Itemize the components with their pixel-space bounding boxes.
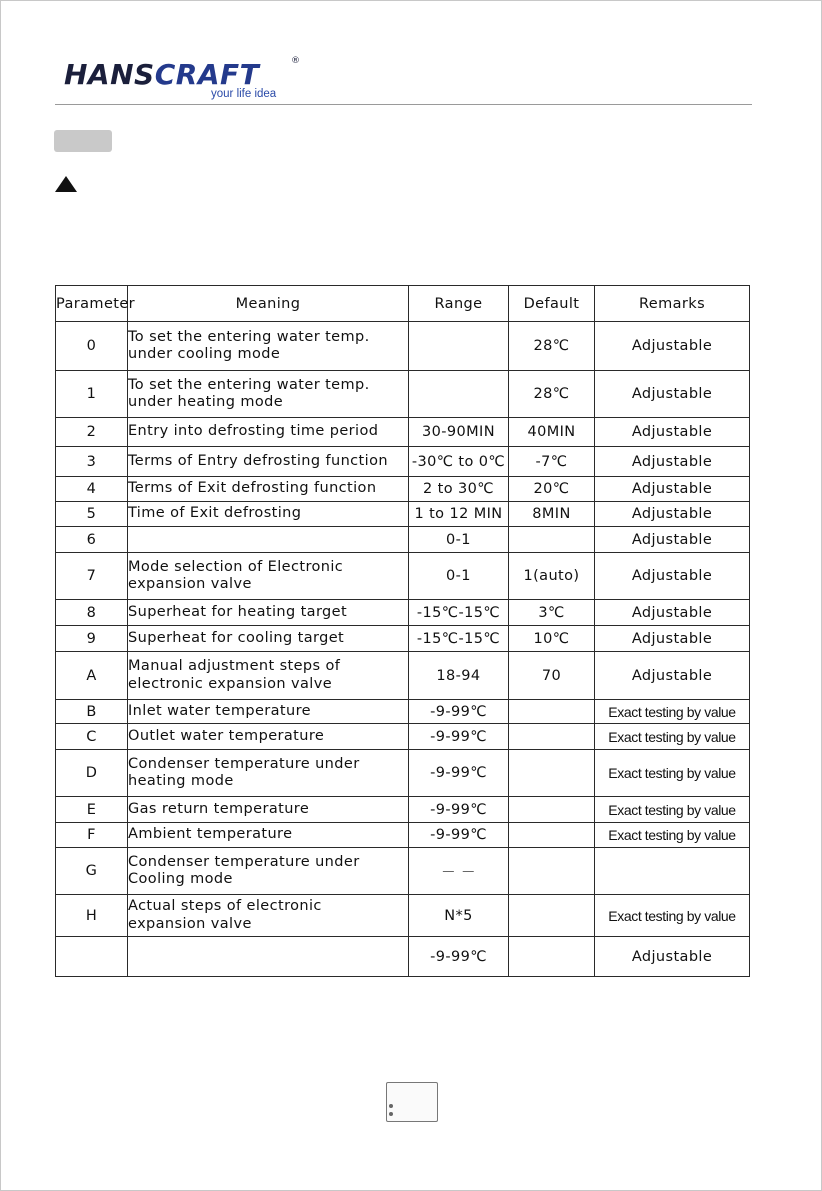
- cell-default: [509, 823, 595, 848]
- parameter-table-body: [56, 322, 750, 977]
- cell-parameter: F: [56, 823, 128, 848]
- cell-default: 28℃: [509, 371, 595, 418]
- meaning-line: expansion valve: [128, 576, 252, 592]
- heat-pump-unit-icon: [386, 1082, 438, 1122]
- cell-parameter: C: [56, 724, 128, 750]
- cell-remarks: Adjustable: [595, 322, 750, 371]
- meaning-line: Terms of Entry defrosting function: [128, 452, 388, 469]
- cell-parameter: 4: [56, 477, 128, 502]
- meaning-line: Manual adjustment steps of: [128, 658, 341, 674]
- cell-range: -15℃-15℃: [409, 626, 509, 652]
- logo-tagline: your life idea: [211, 88, 277, 100]
- cell-remarks: Adjustable: [595, 502, 750, 527]
- cell-remarks: Adjustable: [595, 418, 750, 447]
- meaning-line: Time of Exit defrosting: [128, 505, 302, 522]
- cell-meaning: [128, 447, 409, 477]
- cell-meaning: [128, 553, 409, 600]
- meaning-line: expansion valve: [128, 915, 252, 932]
- meaning-line: To set the entering water temp.: [128, 328, 370, 345]
- cell-meaning: [128, 750, 409, 797]
- table-row: [56, 553, 750, 600]
- cell-meaning: [128, 895, 409, 937]
- cell-parameter: D: [56, 750, 128, 797]
- cell-meaning: [128, 418, 409, 447]
- cell-remarks: [595, 848, 750, 895]
- cell-range: N*5: [409, 895, 509, 937]
- cell-remarks: Exact testing by value: [595, 823, 750, 848]
- cell-parameter: 2: [56, 418, 128, 447]
- cell-parameter: 5: [56, 502, 128, 527]
- cell-remarks: Adjustable: [595, 626, 750, 652]
- cell-range: 18-94: [409, 652, 509, 700]
- cell-meaning: [128, 937, 409, 977]
- table-row: [56, 502, 750, 527]
- parameter-table: [55, 285, 750, 977]
- cell-parameter: 9: [56, 626, 128, 652]
- cell-parameter: E: [56, 797, 128, 823]
- cell-range: -9-99℃: [409, 724, 509, 750]
- header-divider: [55, 104, 752, 105]
- section-tab: [54, 130, 112, 152]
- meaning-line: electronic expansion valve: [128, 675, 333, 692]
- table-row: [56, 626, 750, 652]
- cell-parameter: A: [56, 652, 128, 700]
- cell-default: 1(auto): [509, 553, 595, 600]
- cell-range: [409, 322, 509, 371]
- cell-default: [509, 724, 595, 750]
- cell-range: 0-1: [409, 527, 509, 553]
- table-row: [56, 823, 750, 848]
- meaning-line: Superheat for heating target: [128, 603, 348, 620]
- cell-parameter: G: [56, 848, 128, 895]
- cell-default: 40MIN: [509, 418, 595, 447]
- cell-remarks: Adjustable: [595, 447, 750, 477]
- cell-meaning: [128, 626, 409, 652]
- cell-remarks: Exact testing by value: [595, 724, 750, 750]
- cell-range: -30℃ to 0℃: [409, 447, 509, 477]
- cell-range: -9-99℃: [409, 823, 509, 848]
- table-row: [56, 750, 750, 797]
- table-row: [56, 652, 750, 700]
- header-meaning: Meaning: [128, 286, 409, 322]
- meaning-line: heating mode: [128, 773, 234, 789]
- header-default: Default: [509, 286, 595, 322]
- cell-meaning: [128, 652, 409, 700]
- cell-remarks: Adjustable: [595, 600, 750, 626]
- cell-remarks: Adjustable: [595, 477, 750, 502]
- meaning-line: Condenser temperature under: [128, 755, 360, 772]
- table-row: [56, 797, 750, 823]
- cell-range: -9-99℃: [409, 750, 509, 797]
- meaning-line: Cooling mode: [128, 871, 233, 887]
- cell-default: 8MIN: [509, 502, 595, 527]
- meaning-line: Outlet water temperature: [128, 727, 325, 744]
- cell-default: [509, 750, 595, 797]
- logo-wordmark: [64, 58, 259, 91]
- table-row: [56, 322, 750, 371]
- cell-range: -9-99℃: [409, 797, 509, 823]
- cell-remarks: Exact testing by value: [595, 750, 750, 797]
- cell-meaning: [128, 502, 409, 527]
- meaning-line: Superheat for cooling target: [128, 629, 345, 646]
- cell-parameter: H: [56, 895, 128, 937]
- table-row: [56, 447, 750, 477]
- cell-meaning: [128, 724, 409, 750]
- registered-mark: ®: [291, 56, 300, 66]
- table-header-row: [56, 286, 750, 322]
- cell-range: -9-99℃: [409, 700, 509, 724]
- cell-default: 10℃: [509, 626, 595, 652]
- cell-default: [509, 527, 595, 553]
- cell-parameter: 6: [56, 527, 128, 553]
- table-row: [56, 895, 750, 937]
- cell-default: 20℃: [509, 477, 595, 502]
- cell-default: [509, 797, 595, 823]
- cell-remarks: Exact testing by value: [595, 895, 750, 937]
- cell-range: [409, 371, 509, 418]
- meaning-line: Ambient temperature: [128, 826, 293, 843]
- cell-parameter: 8: [56, 600, 128, 626]
- cell-default: [509, 848, 595, 895]
- table-row: [56, 937, 750, 977]
- table-row: [56, 724, 750, 750]
- cell-parameter: 7: [56, 553, 128, 600]
- cell-meaning: [128, 322, 409, 371]
- cell-remarks: Adjustable: [595, 527, 750, 553]
- meaning-line: Gas return temperature: [128, 800, 310, 817]
- cell-meaning: [128, 371, 409, 418]
- meaning-line: Entry into defrosting time period: [128, 423, 379, 440]
- table-row: [56, 848, 750, 895]
- cell-remarks: Adjustable: [595, 652, 750, 700]
- cell-default: [509, 700, 595, 724]
- cell-meaning: [128, 700, 409, 724]
- cell-range: 1 to 12 MIN: [409, 502, 509, 527]
- meaning-line: Mode selection of Electronic: [128, 558, 344, 575]
- cell-default: [509, 895, 595, 937]
- warning-triangle-icon: [55, 176, 77, 192]
- cell-meaning: [128, 848, 409, 895]
- cell-parameter: B: [56, 700, 128, 724]
- cell-meaning: [128, 797, 409, 823]
- meaning-line: To set the entering water temp.: [128, 376, 370, 393]
- meaning-line: Condenser temperature under: [128, 853, 360, 870]
- table-row: [56, 418, 750, 447]
- cell-parameter: 3: [56, 447, 128, 477]
- cell-range: -9-99℃: [409, 937, 509, 977]
- cell-meaning: [128, 600, 409, 626]
- cell-meaning: [128, 527, 409, 553]
- cell-default: 70: [509, 652, 595, 700]
- cell-remarks: Adjustable: [595, 371, 750, 418]
- cell-range: 30-90MIN: [409, 418, 509, 447]
- header-remarks: Remarks: [595, 286, 750, 322]
- cell-range: 0-1: [409, 553, 509, 600]
- hanscraft-logo: [64, 58, 304, 104]
- cell-parameter: [56, 937, 128, 977]
- table-row: [56, 700, 750, 724]
- cell-remarks: Exact testing by value: [595, 700, 750, 724]
- cell-range: － －: [409, 848, 509, 895]
- cell-meaning: [128, 823, 409, 848]
- cell-default: 28℃: [509, 322, 595, 371]
- header-parameter: Parameter: [56, 286, 128, 322]
- table-row: [56, 371, 750, 418]
- table-row: [56, 600, 750, 626]
- table-row: [56, 527, 750, 553]
- meaning-line: Inlet water temperature: [128, 702, 311, 719]
- meaning-line: Actual steps of electronic: [128, 898, 322, 914]
- logo-wordmark-part1: HANS: [64, 58, 155, 91]
- cell-default: 3℃: [509, 600, 595, 626]
- cell-default: [509, 937, 595, 977]
- cell-parameter: 0: [56, 322, 128, 371]
- logo-wordmark-part2: CRAFT: [154, 58, 260, 91]
- cell-parameter: 1: [56, 371, 128, 418]
- cell-default: -7℃: [509, 447, 595, 477]
- table-row: [56, 477, 750, 502]
- cell-remarks: Exact testing by value: [595, 797, 750, 823]
- meaning-line: Terms of Exit defrosting function: [128, 480, 377, 497]
- cell-range: -15℃-15℃: [409, 600, 509, 626]
- header-range: Range: [409, 286, 509, 322]
- cell-meaning: [128, 477, 409, 502]
- meaning-line: under cooling mode: [128, 346, 281, 362]
- cell-remarks: Adjustable: [595, 553, 750, 600]
- cell-remarks: Adjustable: [595, 937, 750, 977]
- meaning-line: under heating mode: [128, 394, 284, 410]
- cell-range: 2 to 30℃: [409, 477, 509, 502]
